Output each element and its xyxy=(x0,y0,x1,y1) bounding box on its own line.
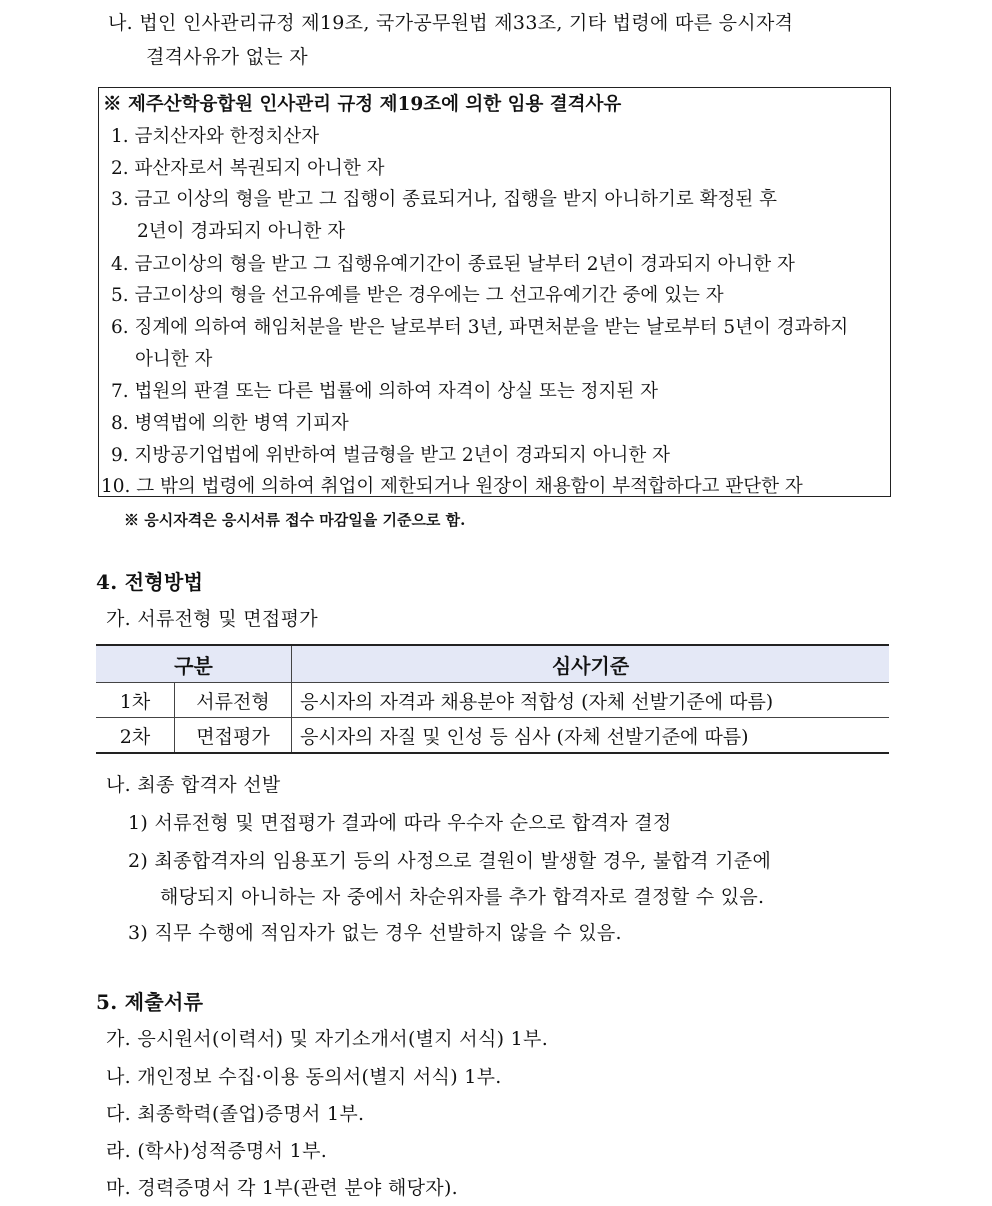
criteria-cell: 응시자의 자질 및 인성 등 심사 (자체 선발기준에 따름) xyxy=(292,718,890,754)
section-4-sub-a: 가. 서류전형 및 면접평가 xyxy=(106,608,318,630)
box-item-5: 5. 금고이상의 형을 선고유예를 받은 경우에는 그 선고유예기간 중에 있는 자 xyxy=(111,285,724,306)
eligibility-line-1: 나. 법인 인사관리규정 제19조, 국가공무원법 제33조, 기타 법령에 따른 응시자격 xyxy=(108,12,794,34)
box-item-9: 9. 지방공기업법에 위반하여 벌금형을 받고 2년이 경과되지 아니한 자 xyxy=(111,445,670,466)
box-item-6: 6. 징계에 의하여 해임처분을 받은 날로부터 3년, 파면처분을 받는 날로부터 5년이 경과하지 xyxy=(111,317,849,338)
box-item-4: 4. 금고이상의 형을 받고 그 집행유예기간이 종료된 날부터 2년이 경과되지 아니한 자 xyxy=(111,254,795,275)
box-item-10: 10. 그 밖의 법령에 의하여 취업이 제한되거나 원장이 채용함이 부적합하다고 판단한 자 xyxy=(101,476,803,497)
box-item-6-cont: 아니한 자 xyxy=(135,349,213,370)
stage-cell: 1차 xyxy=(96,683,175,718)
screening-criteria-table xyxy=(96,644,889,754)
selection-item-3: 3) 직무 수행에 적임자가 없는 경우 선발하지 않을 수 있음. xyxy=(128,922,622,944)
box-item-8: 8. 병역법에 의한 병역 기피자 xyxy=(111,413,349,434)
box-item-7: 7. 법원의 판결 또는 다른 법률에 의하여 자격이 상실 또는 정지된 자 xyxy=(111,381,658,402)
box-item-2: 2. 파산자로서 복권되지 아니한 자 xyxy=(111,158,385,179)
type-cell: 면접평가 xyxy=(175,718,292,754)
header-criteria: 심사기준 xyxy=(292,645,890,683)
criteria-cell: 응시자의 자격과 채용분야 적합성 (자체 선발기준에 따름) xyxy=(292,683,890,718)
box-item-3: 3. 금고 이상의 형을 받고 그 집행이 종료되거나, 집행을 받지 아니하기로 확정된 후 xyxy=(111,189,777,210)
disqualification-box xyxy=(98,87,891,497)
eligibility-note: ※ 응시자격은 응시서류 접수 마감일을 기준으로 함. xyxy=(124,511,466,529)
box-item-3-cont: 2년이 경과되지 아니한 자 xyxy=(137,221,346,242)
eligibility-line-2: 결격사유가 없는 자 xyxy=(146,46,308,68)
document-item-5: 마. 경력증명서 각 1부(관련 분야 해당자). xyxy=(106,1177,459,1199)
table-header-row xyxy=(96,645,889,683)
document-item-3: 다. 최종학력(졸업)증명서 1부. xyxy=(106,1103,365,1125)
selection-item-1: 1) 서류전형 및 면접평가 결과에 따라 우수자 순으로 합격자 결정 xyxy=(128,812,672,834)
stage-cell: 2차 xyxy=(96,718,175,754)
document-item-1: 가. 응시원서(이력서) 및 자기소개서(별지 서식) 1부. xyxy=(106,1028,549,1050)
header-category: 구분 xyxy=(96,645,292,683)
section-4-sub-b: 나. 최종 합격자 선발 xyxy=(106,774,281,796)
table-row xyxy=(96,683,889,718)
box-item-1: 1. 금치산자와 한정치산자 xyxy=(111,126,320,147)
selection-item-2-cont: 해당되지 아니하는 자 중에서 차순위자를 추가 합격자로 결정할 수 있음. xyxy=(160,886,765,908)
selection-item-2: 2) 최종합격자의 임용포기 등의 사정으로 결원이 발생할 경우, 불합격 기준에 xyxy=(128,850,772,872)
table-row xyxy=(96,718,889,754)
type-cell: 서류전형 xyxy=(175,683,292,718)
document-item-2: 나. 개인정보 수집·이용 동의서(별지 서식) 1부. xyxy=(106,1066,502,1088)
document-item-4: 라. (학사)성적증명서 1부. xyxy=(106,1140,328,1162)
section-5-heading: 5. 제출서류 xyxy=(96,990,204,1014)
section-4-heading: 4. 전형방법 xyxy=(96,570,204,594)
box-title: ※ 제주산학융합원 인사관리 규정 제19조에 의한 임용 결격사유 xyxy=(103,94,622,115)
